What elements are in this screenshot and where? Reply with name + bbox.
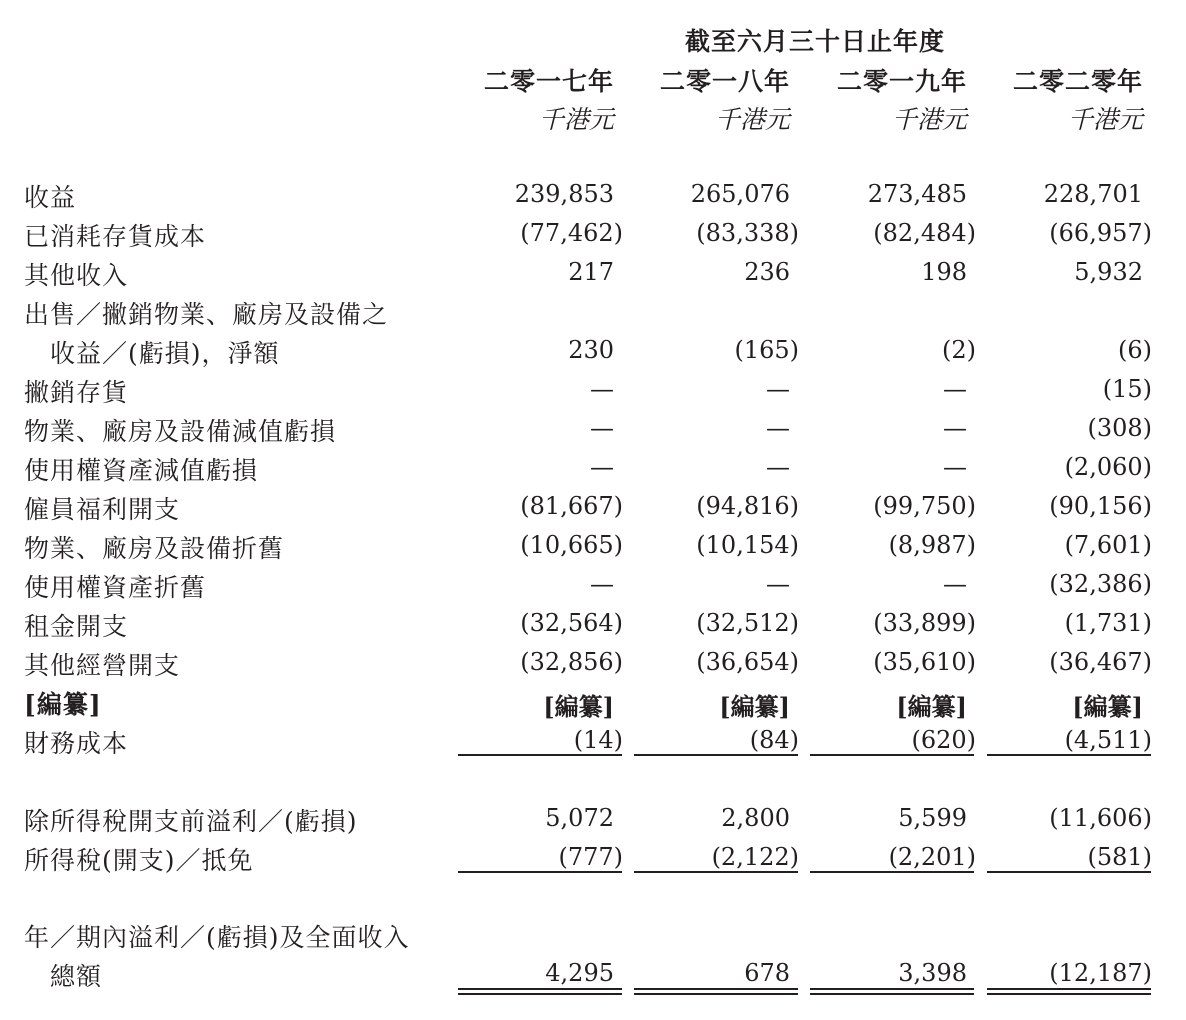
value-cell: (2,122) xyxy=(711,843,799,871)
value-cell: (165) xyxy=(734,336,799,364)
value-cell: — xyxy=(590,375,614,403)
value-cell: — xyxy=(766,375,790,403)
subtotal-rule xyxy=(810,754,974,756)
unit-header-2017: 千港元 xyxy=(538,105,614,134)
row-label-inventory-writeoff: 撇銷存貨 xyxy=(24,378,129,407)
value-cell: (15) xyxy=(1102,375,1152,403)
year-header-2020: 二零二零年 xyxy=(1012,67,1143,96)
row-label-ppe-impairment: 物業、廠房及設備減值虧損 xyxy=(24,417,337,446)
row-label-employee-benefits: 僱員福利開支 xyxy=(24,495,181,524)
value-cell: (36,654) xyxy=(696,648,799,676)
total-double-rule xyxy=(810,993,974,995)
subtotal-rule xyxy=(634,871,798,873)
value-cell: (12,187) xyxy=(1049,959,1152,987)
value-cell: (8,987) xyxy=(888,531,976,559)
value-cell: (90,156) xyxy=(1049,492,1152,520)
value-cell: (81,667) xyxy=(520,492,623,520)
value-cell: [編纂] xyxy=(1072,692,1143,721)
total-double-rule xyxy=(458,988,622,990)
value-cell: (10,665) xyxy=(520,531,623,559)
unit-header-2019: 千港元 xyxy=(891,105,967,134)
period-header: 截至六月三十日止年度 xyxy=(684,27,945,56)
row-label-cost-of-inventories: 已消耗存貨成本 xyxy=(24,222,207,251)
value-cell: — xyxy=(766,570,790,598)
value-cell: — xyxy=(943,375,967,403)
value-cell: (32,512) xyxy=(696,609,799,637)
unit-header-2018: 千港元 xyxy=(714,105,790,134)
total-double-rule xyxy=(458,993,622,995)
value-cell: (2,060) xyxy=(1064,453,1152,481)
value-cell: (94,816) xyxy=(696,492,799,520)
value-cell: 198 xyxy=(921,258,967,286)
row-label-income-tax: 所得稅(開支)／抵免 xyxy=(24,846,254,875)
value-cell: — xyxy=(766,414,790,442)
row-label-other-income: 其他收入 xyxy=(24,261,129,290)
value-cell: — xyxy=(766,453,790,481)
value-cell: 228,701 xyxy=(1043,180,1143,208)
value-cell: (14) xyxy=(573,726,623,754)
row-label-rou-impairment: 使用權資產減值虧損 xyxy=(24,456,259,485)
value-cell: 2,800 xyxy=(721,804,790,832)
value-cell: (308) xyxy=(1087,414,1152,442)
value-cell: 273,485 xyxy=(867,180,967,208)
subtotal-rule xyxy=(458,754,622,756)
value-cell: (2) xyxy=(942,336,976,364)
row-label-ppe-depreciation: 物業、廠房及設備折舊 xyxy=(24,534,285,563)
value-cell: (1,731) xyxy=(1064,609,1152,637)
year-header-2019: 二零一九年 xyxy=(836,67,967,96)
value-cell: 678 xyxy=(744,959,790,987)
value-cell: 4,295 xyxy=(545,959,614,987)
value-cell: 239,853 xyxy=(514,180,614,208)
row-label-profit-before-tax: 除所得稅開支前溢利／(虧損) xyxy=(24,807,358,836)
value-cell: 5,072 xyxy=(545,804,614,832)
value-cell: (620) xyxy=(911,726,976,754)
value-cell: — xyxy=(590,453,614,481)
value-cell: (777) xyxy=(558,843,623,871)
value-cell: (66,957) xyxy=(1049,219,1152,247)
subtotal-rule xyxy=(987,871,1151,873)
row-label-rou-depreciation: 使用權資產折舊 xyxy=(24,573,207,602)
value-cell: [編纂] xyxy=(896,692,967,721)
value-cell: 3,398 xyxy=(898,959,967,987)
subtotal-rule xyxy=(634,754,798,756)
value-cell: [編纂] xyxy=(543,692,614,721)
value-cell: (2,201) xyxy=(888,843,976,871)
value-cell: [編纂] xyxy=(719,692,790,721)
value-cell: (11,606) xyxy=(1049,804,1152,832)
total-double-rule xyxy=(987,993,1151,995)
value-cell: 5,599 xyxy=(898,804,967,832)
row-label-total-income-line2: 總額 xyxy=(50,962,103,991)
value-cell: (10,154) xyxy=(696,531,799,559)
total-double-rule xyxy=(810,988,974,990)
row-label-other-operating: 其他經營開支 xyxy=(24,651,181,680)
value-cell: (32,386) xyxy=(1049,570,1152,598)
year-header-2018: 二零一八年 xyxy=(659,67,790,96)
value-cell: (36,467) xyxy=(1049,648,1152,676)
row-label-finance-costs: 財務成本 xyxy=(24,729,129,758)
value-cell: — xyxy=(590,414,614,442)
row-label-disposal-line1: 出售／撇銷物業、廠房及設備之 xyxy=(24,300,389,329)
value-cell: (99,750) xyxy=(873,492,976,520)
value-cell: 236 xyxy=(744,258,790,286)
value-cell: (32,564) xyxy=(520,609,623,637)
row-label-revenue: 收益 xyxy=(24,183,77,212)
value-cell: (7,601) xyxy=(1064,531,1152,559)
value-cell: (33,899) xyxy=(873,609,976,637)
value-cell: 217 xyxy=(568,258,614,286)
value-cell: 265,076 xyxy=(690,180,790,208)
value-cell: (83,338) xyxy=(696,219,799,247)
total-double-rule xyxy=(987,988,1151,990)
value-cell: (6) xyxy=(1118,336,1152,364)
value-cell: — xyxy=(943,414,967,442)
total-double-rule xyxy=(634,988,798,990)
row-label-total-income-line1: 年／期內溢利／(虧損)及全面收入 xyxy=(24,923,410,952)
value-cell: (82,484) xyxy=(873,219,976,247)
year-header-2017: 二零一七年 xyxy=(483,67,614,96)
row-label-rental-expenses: 租金開支 xyxy=(24,612,129,641)
value-cell: (32,856) xyxy=(520,648,623,676)
value-cell: (4,511) xyxy=(1064,726,1152,754)
value-cell: (77,462) xyxy=(520,219,623,247)
subtotal-rule xyxy=(458,871,622,873)
value-cell: (581) xyxy=(1087,843,1152,871)
value-cell: (35,610) xyxy=(873,648,976,676)
value-cell: — xyxy=(590,570,614,598)
unit-header-2020: 千港元 xyxy=(1067,105,1143,134)
value-cell: — xyxy=(943,570,967,598)
total-double-rule xyxy=(634,993,798,995)
row-label-redacted: [編纂] xyxy=(24,690,102,719)
row-label-disposal-line2: 收益／(虧損)，淨額 xyxy=(50,339,280,368)
value-cell: 230 xyxy=(568,336,614,364)
value-cell: — xyxy=(943,453,967,481)
subtotal-rule xyxy=(810,871,974,873)
value-cell: 5,932 xyxy=(1074,258,1143,286)
subtotal-rule xyxy=(987,754,1151,756)
value-cell: (84) xyxy=(749,726,799,754)
